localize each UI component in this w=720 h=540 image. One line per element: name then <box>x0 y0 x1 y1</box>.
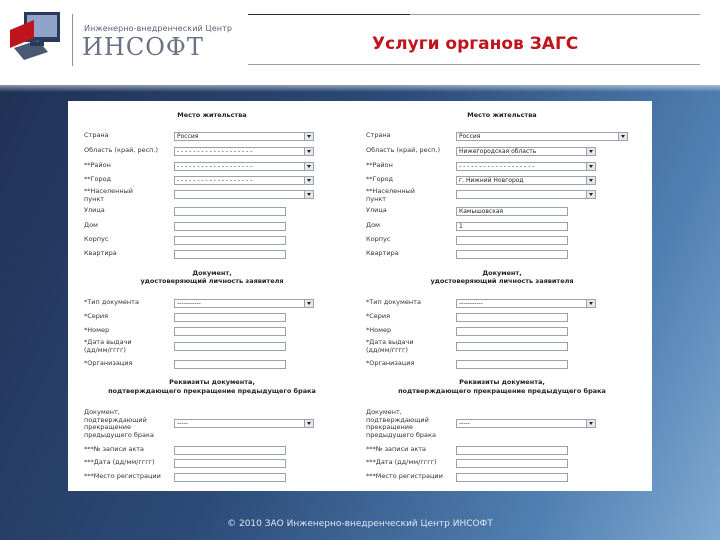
house-input[interactable] <box>174 222 286 231</box>
region-label: Область (край, респ.) <box>84 146 158 154</box>
header-rule-bottom <box>248 64 700 65</box>
district-value: - - - - - - - - - - - - - - - - - - - <box>177 163 253 170</box>
building-input[interactable] <box>456 236 568 245</box>
district-select[interactable] <box>174 162 314 171</box>
dropdown-arrow-icon <box>586 191 595 198</box>
prev-marriage-doc-select[interactable] <box>456 419 596 428</box>
number-input[interactable] <box>456 327 568 336</box>
flat-input[interactable] <box>456 250 568 259</box>
dropdown-arrow-icon <box>586 148 595 155</box>
city-value: - - - - - - - - - - - - - - - - - - - <box>177 177 253 184</box>
section-title-marriage-2: подтверждающего прекращение предыдущего брака <box>398 387 606 395</box>
section-title-document-1: Документ, <box>482 269 522 277</box>
district-label: **Район <box>366 161 393 169</box>
city-value: г. Нижний Новгород <box>459 177 524 184</box>
section-title-document-1: Документ, <box>192 269 232 277</box>
copyright-footer: © 2010 ЗАО Инженерно-внедренческий Центр ИНСОФТ <box>227 519 493 529</box>
org-input[interactable] <box>456 360 568 369</box>
dropdown-arrow-icon <box>618 133 627 140</box>
logo-name: ИНСОФТ <box>82 33 204 61</box>
header-rule-top <box>248 14 410 15</box>
act-date-input[interactable] <box>456 459 568 468</box>
reg-place-label: ***Место регистрации <box>84 472 161 480</box>
act-date-input[interactable] <box>174 459 286 468</box>
country-select[interactable] <box>174 132 314 141</box>
number-label: *Номер <box>366 326 392 334</box>
building-input[interactable] <box>174 236 286 245</box>
city-label: **Город <box>366 175 394 183</box>
region-label: Область (край, респ.) <box>366 146 440 154</box>
prev-marriage-doc-value: ----- <box>177 420 188 427</box>
settlement-label: **Населенный пункт <box>84 187 133 203</box>
country-value: Россия <box>459 133 481 140</box>
settlement-select[interactable] <box>456 190 596 199</box>
street-label: Улица <box>84 206 105 214</box>
dropdown-arrow-icon <box>586 177 595 184</box>
flat-input[interactable] <box>174 250 286 259</box>
section-title-residence: Место жительства <box>177 111 247 119</box>
city-select[interactable] <box>456 176 596 185</box>
dropdown-arrow-icon <box>304 420 313 427</box>
reg-place-input[interactable] <box>174 473 286 482</box>
series-input[interactable] <box>456 313 568 322</box>
series-label: *Серия <box>366 312 391 320</box>
street-input[interactable] <box>174 207 286 216</box>
org-label: *Организация <box>366 359 415 367</box>
page-title: Услуги органов ЗАГС <box>372 34 579 54</box>
number-label: *Номер <box>84 326 110 334</box>
act-number-input[interactable] <box>174 446 286 455</box>
series-label: *Серия <box>84 312 109 320</box>
dropdown-arrow-icon <box>586 163 595 170</box>
prev-marriage-doc-select[interactable] <box>174 419 314 428</box>
district-label: **Район <box>84 161 111 169</box>
issue-date-label: *Дата выдачи (дд/мм/гггг) <box>84 338 132 354</box>
section-title-marriage-1: Реквизиты документа, <box>169 378 255 386</box>
region-value: Нижегородская область <box>459 148 537 155</box>
dropdown-arrow-icon <box>586 300 595 307</box>
dropdown-arrow-icon <box>586 420 595 427</box>
street-input[interactable]: Камышовская <box>456 207 568 216</box>
country-select[interactable] <box>456 132 628 141</box>
org-label: *Организация <box>84 359 133 367</box>
flat-label: Квартира <box>366 249 399 257</box>
section-title-marriage-2: подтверждающего прекращение предыдущего брака <box>108 387 316 395</box>
act-date-label: ***Дата (дд/мм/гггг) <box>84 458 155 466</box>
issue-date-label: *Дата выдачи (дд/мм/гггг) <box>366 338 414 354</box>
country-label: Страна <box>366 131 391 139</box>
country-label: Страна <box>84 131 109 139</box>
applicant-column-1 <box>68 101 356 491</box>
org-input[interactable] <box>174 360 286 369</box>
act-number-label: ***№ записи акта <box>84 445 145 453</box>
city-select[interactable] <box>174 176 314 185</box>
country-value: Россия <box>177 133 199 140</box>
settlement-select[interactable] <box>174 190 314 199</box>
number-input[interactable] <box>174 327 286 336</box>
house-label: Дом <box>84 221 98 229</box>
header-fade <box>0 78 720 92</box>
doc-type-label: *Тип документа <box>366 298 421 306</box>
dropdown-arrow-icon <box>304 148 313 155</box>
doc-type-value: ----------- <box>177 300 201 307</box>
logo-divider <box>72 14 73 66</box>
dropdown-arrow-icon <box>304 133 313 140</box>
dropdown-arrow-icon <box>304 177 313 184</box>
district-select[interactable] <box>456 162 596 171</box>
flat-label: Квартира <box>84 249 117 257</box>
issue-date-input[interactable] <box>174 342 286 351</box>
prev-marriage-doc-value: ----- <box>459 420 470 427</box>
region-select[interactable] <box>174 147 314 156</box>
act-date-label: ***Дата (дд/мм/гггг) <box>366 458 437 466</box>
header-rule-top-thin <box>410 14 700 15</box>
section-title-residence: Место жительства <box>467 111 537 119</box>
house-label: Дом <box>366 221 380 229</box>
applicant-column-2 <box>358 101 646 491</box>
section-title-document-2: удостоверяющий личность заявителя <box>140 277 284 285</box>
slide-header <box>0 0 720 85</box>
doc-type-value: ----------- <box>459 300 483 307</box>
act-number-label: ***№ записи акта <box>366 445 427 453</box>
doc-type-select[interactable] <box>456 299 596 308</box>
settlement-label: **Населенный пункт <box>366 187 415 203</box>
doc-type-select[interactable] <box>174 299 314 308</box>
dropdown-arrow-icon <box>304 300 313 307</box>
city-label: **Город <box>84 175 112 183</box>
building-label: Корпус <box>366 235 391 243</box>
logo-subtitle: Инженерно-внедренческий Центр <box>84 24 233 33</box>
section-title-document-2: удостоверяющий личность заявителя <box>430 277 574 285</box>
form-screenshot <box>68 101 652 491</box>
insoft-logo-icon <box>8 8 64 64</box>
section-title-marriage-1: Реквизиты документа, <box>459 378 545 386</box>
act-number-input[interactable] <box>456 446 568 455</box>
series-input[interactable] <box>174 313 286 322</box>
reg-place-label: ***Место регистрации <box>366 472 443 480</box>
dropdown-arrow-icon <box>304 163 313 170</box>
prev-marriage-doc-label: Документ, подтверждающий прекращение предыдущего брака <box>366 408 436 439</box>
dropdown-arrow-icon <box>304 191 313 198</box>
district-value: - - - - - - - - - - - - - - - - - - - <box>459 163 535 170</box>
issue-date-input[interactable] <box>456 342 568 351</box>
prev-marriage-doc-label: Документ, подтверждающий прекращение предыдущего брака <box>84 408 154 439</box>
house-input[interactable]: 1 <box>456 222 568 231</box>
building-label: Корпус <box>84 235 109 243</box>
region-value: - - - - - - - - - - - - - - - - - - - <box>177 148 253 155</box>
region-select[interactable] <box>456 147 596 156</box>
street-label: Улица <box>366 206 387 214</box>
doc-type-label: *Тип документа <box>84 298 139 306</box>
reg-place-input[interactable] <box>456 473 568 482</box>
